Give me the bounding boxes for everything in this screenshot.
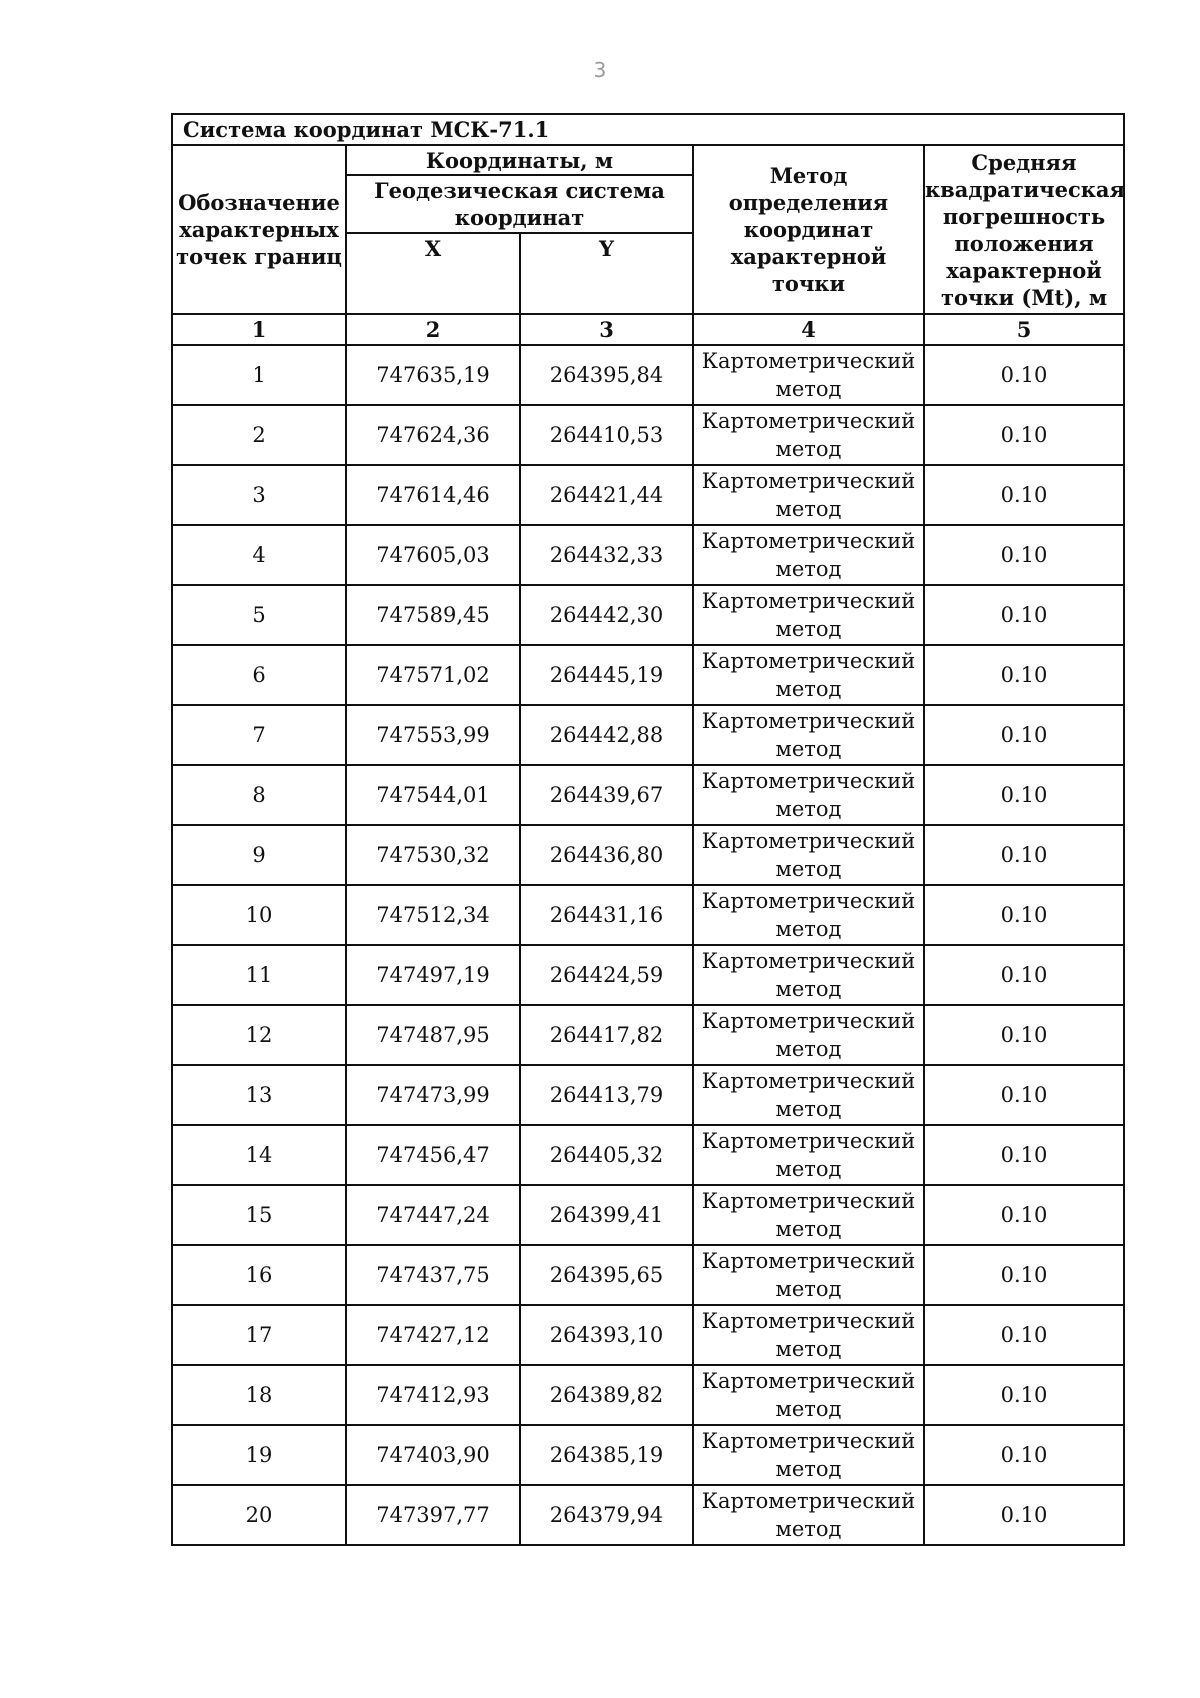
method-text: Картометрический (701, 1489, 916, 1513)
column-number: 5 (924, 314, 1124, 345)
method-cell (693, 1125, 924, 1185)
method-cell (693, 1425, 924, 1485)
table-row (172, 885, 1124, 945)
table-row (172, 1305, 1124, 1365)
point-cell: 14 (172, 1125, 346, 1185)
x-cell: 747530,32 (346, 825, 520, 885)
x-cell: 747571,02 (346, 645, 520, 705)
x-cell: 747473,99 (346, 1065, 520, 1125)
y-cell: 264436,80 (520, 825, 693, 885)
x-cell: 747447,24 (346, 1185, 520, 1245)
header-x: X (346, 233, 520, 314)
mt-cell: 0.10 (924, 525, 1124, 585)
header-geodesic-system: Геодезическая система координат (346, 175, 693, 233)
method-cell (693, 1485, 924, 1545)
y-cell: 264442,88 (520, 705, 693, 765)
method-cell (693, 825, 924, 885)
y-cell: 264405,32 (520, 1125, 693, 1185)
method-text: Картометрический (701, 469, 916, 493)
point-cell: 12 (172, 1005, 346, 1065)
y-cell: 264445,19 (520, 645, 693, 705)
method-cell (693, 1365, 924, 1425)
point-cell: 7 (172, 705, 346, 765)
method-text: Картометрический (701, 769, 916, 793)
mt-cell: 0.10 (924, 1245, 1124, 1305)
y-cell: 264413,79 (520, 1065, 693, 1125)
header-mean-square-error: Средняя квадратическая погрешность положения характерной точки (Mt), м (924, 145, 1124, 314)
y-cell: 264393,10 (520, 1305, 693, 1365)
method-text: Картометрический (701, 1069, 916, 1093)
method-text: Картометрический (701, 1309, 916, 1333)
column-number: 4 (693, 314, 924, 345)
x-cell: 747512,34 (346, 885, 520, 945)
x-cell: 747412,93 (346, 1365, 520, 1425)
mt-cell: 0.10 (924, 465, 1124, 525)
table-row (172, 465, 1124, 525)
mt-cell: 0.10 (924, 1125, 1124, 1185)
table-row (172, 1065, 1124, 1125)
mt-cell: 0.10 (924, 1005, 1124, 1065)
method-text: Картометрический (701, 1369, 916, 1393)
mt-cell: 0.10 (924, 345, 1124, 405)
header-method: Метод определения координат характерной точки (693, 145, 924, 314)
x-cell: 747456,47 (346, 1125, 520, 1185)
y-cell: 264395,65 (520, 1245, 693, 1305)
y-cell: 264389,82 (520, 1365, 693, 1425)
x-cell: 747437,75 (346, 1245, 520, 1305)
method-text: Картометрический (701, 829, 916, 853)
mt-cell: 0.10 (924, 585, 1124, 645)
caption-row (172, 114, 1124, 145)
table-row (172, 1365, 1124, 1425)
header-coordinates: Координаты, м (346, 145, 693, 175)
method-text: метод (775, 1457, 842, 1481)
column-number-row (172, 314, 1124, 345)
method-text: метод (775, 557, 842, 581)
point-cell: 3 (172, 465, 346, 525)
method-text: метод (775, 857, 842, 881)
column-number: 2 (346, 314, 520, 345)
method-text: метод (775, 497, 842, 521)
page-number: 3 (593, 58, 607, 82)
method-text: метод (775, 1397, 842, 1421)
mt-cell: 0.10 (924, 765, 1124, 825)
point-cell: 1 (172, 345, 346, 405)
x-cell: 747614,46 (346, 465, 520, 525)
method-text: Картометрический (701, 649, 916, 673)
point-cell: 4 (172, 525, 346, 585)
table-caption: Система координат МСК-71.1 (172, 114, 1124, 145)
method-cell (693, 465, 924, 525)
y-cell: 264424,59 (520, 945, 693, 1005)
y-cell: 264439,67 (520, 765, 693, 825)
mt-cell: 0.10 (924, 1485, 1124, 1545)
table-row (172, 1425, 1124, 1485)
method-text: Картометрический (701, 1249, 916, 1273)
method-text: метод (775, 1097, 842, 1121)
y-cell: 264410,53 (520, 405, 693, 465)
x-cell: 747605,03 (346, 525, 520, 585)
column-number: 3 (520, 314, 693, 345)
method-text: Картометрический (701, 1429, 916, 1453)
method-text: метод (775, 1217, 842, 1241)
column-number: 1 (172, 314, 346, 345)
method-cell (693, 1185, 924, 1245)
table-row (172, 825, 1124, 885)
mt-cell: 0.10 (924, 885, 1124, 945)
y-cell: 264395,84 (520, 345, 693, 405)
table-row (172, 405, 1124, 465)
mt-cell: 0.10 (924, 705, 1124, 765)
x-cell: 747553,99 (346, 705, 520, 765)
mt-cell: 0.10 (924, 1185, 1124, 1245)
method-cell (693, 525, 924, 585)
method-cell (693, 345, 924, 405)
table-row (172, 705, 1124, 765)
table-row (172, 525, 1124, 585)
method-text: метод (775, 797, 842, 821)
y-cell: 264431,16 (520, 885, 693, 945)
table-row (172, 1005, 1124, 1065)
method-text: Картометрический (701, 349, 916, 373)
point-cell: 15 (172, 1185, 346, 1245)
table-row (172, 585, 1124, 645)
method-cell (693, 405, 924, 465)
y-cell: 264399,41 (520, 1185, 693, 1245)
method-text: метод (775, 617, 842, 641)
y-cell: 264379,94 (520, 1485, 693, 1545)
method-text: метод (775, 1337, 842, 1361)
method-text: Картометрический (701, 1189, 916, 1213)
table-row (172, 1125, 1124, 1185)
method-text: Картометрический (701, 589, 916, 613)
method-cell (693, 945, 924, 1005)
coordinates-table (171, 113, 1125, 1546)
y-cell: 264417,82 (520, 1005, 693, 1065)
method-text: метод (775, 437, 842, 461)
mt-cell: 0.10 (924, 1065, 1124, 1125)
method-text: метод (775, 1277, 842, 1301)
header-y: Y (520, 233, 693, 314)
header-row-1 (172, 145, 1124, 175)
method-cell (693, 645, 924, 705)
x-cell: 747624,36 (346, 405, 520, 465)
mt-cell: 0.10 (924, 825, 1124, 885)
table-row (172, 345, 1124, 405)
point-cell: 5 (172, 585, 346, 645)
method-text: метод (775, 377, 842, 401)
method-text: метод (775, 1037, 842, 1061)
method-cell (693, 765, 924, 825)
method-cell (693, 885, 924, 945)
method-cell (693, 1245, 924, 1305)
x-cell: 747497,19 (346, 945, 520, 1005)
point-cell: 11 (172, 945, 346, 1005)
table-row (172, 945, 1124, 1005)
mt-cell: 0.10 (924, 645, 1124, 705)
y-cell: 264432,33 (520, 525, 693, 585)
method-cell (693, 705, 924, 765)
method-cell (693, 1005, 924, 1065)
x-cell: 747403,90 (346, 1425, 520, 1485)
point-cell: 17 (172, 1305, 346, 1365)
point-cell: 9 (172, 825, 346, 885)
y-cell: 264442,30 (520, 585, 693, 645)
x-cell: 747427,12 (346, 1305, 520, 1365)
point-cell: 13 (172, 1065, 346, 1125)
point-cell: 20 (172, 1485, 346, 1545)
method-text: метод (775, 677, 842, 701)
method-text: метод (775, 977, 842, 1001)
method-text: Картометрический (701, 1129, 916, 1153)
header-point-designation: Обозначение характерных точек границ (172, 145, 346, 314)
mt-cell: 0.10 (924, 1425, 1124, 1485)
method-text: метод (775, 737, 842, 761)
table-row (172, 1185, 1124, 1245)
method-text: метод (775, 1157, 842, 1181)
mt-cell: 0.10 (924, 405, 1124, 465)
table-row (172, 765, 1124, 825)
point-cell: 8 (172, 765, 346, 825)
method-cell (693, 1305, 924, 1365)
method-text: метод (775, 1517, 842, 1541)
x-cell: 747635,19 (346, 345, 520, 405)
method-text: Картометрический (701, 529, 916, 553)
method-text: Картометрический (701, 709, 916, 733)
mt-cell: 0.10 (924, 945, 1124, 1005)
point-cell: 6 (172, 645, 346, 705)
point-cell: 2 (172, 405, 346, 465)
table-row (172, 1485, 1124, 1545)
x-cell: 747544,01 (346, 765, 520, 825)
method-text: Картометрический (701, 1009, 916, 1033)
y-cell: 264385,19 (520, 1425, 693, 1485)
mt-cell: 0.10 (924, 1305, 1124, 1365)
method-text: Картометрический (701, 409, 916, 433)
mt-cell: 0.10 (924, 1365, 1124, 1425)
point-cell: 10 (172, 885, 346, 945)
method-cell (693, 1065, 924, 1125)
method-text: Картометрический (701, 889, 916, 913)
x-cell: 747487,95 (346, 1005, 520, 1065)
table-row (172, 1245, 1124, 1305)
method-text: метод (775, 917, 842, 941)
point-cell: 16 (172, 1245, 346, 1305)
point-cell: 19 (172, 1425, 346, 1485)
y-cell: 264421,44 (520, 465, 693, 525)
table-row (172, 645, 1124, 705)
method-text: Картометрический (701, 949, 916, 973)
x-cell: 747589,45 (346, 585, 520, 645)
point-cell: 18 (172, 1365, 346, 1425)
method-cell (693, 585, 924, 645)
x-cell: 747397,77 (346, 1485, 520, 1545)
